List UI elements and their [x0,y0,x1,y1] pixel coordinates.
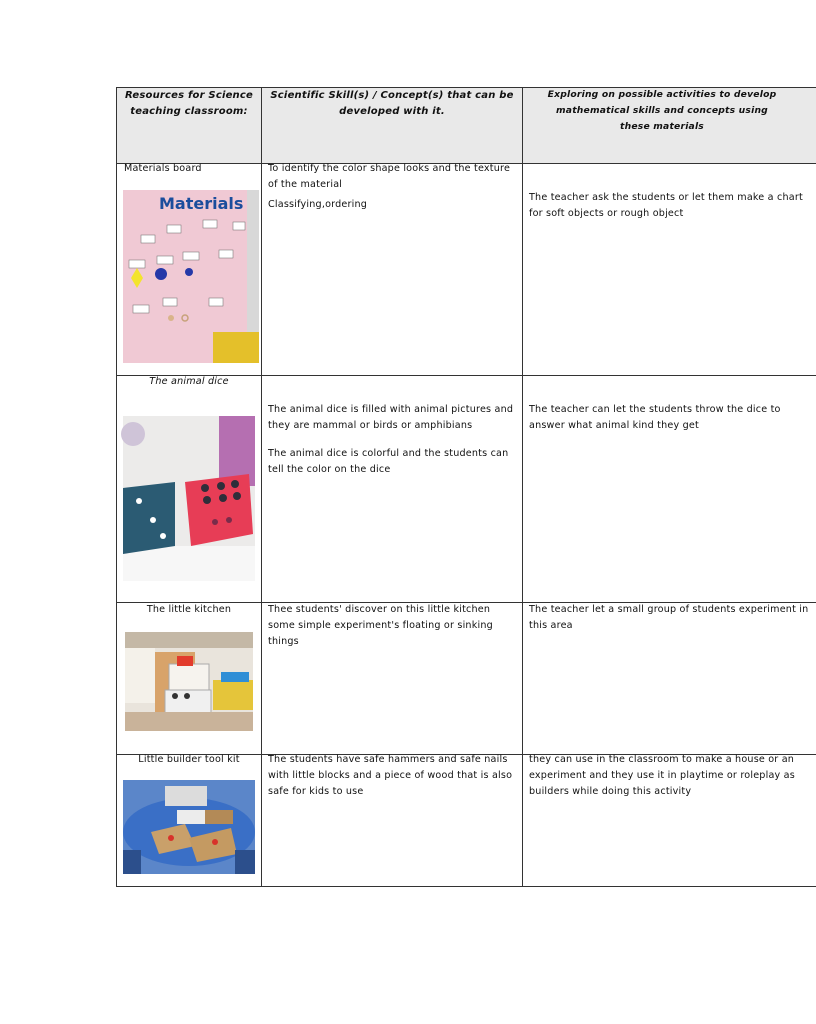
activity-text: they can use in the classroom to make a house or an experiment and they use it in playtime or roleplay as builders while doing this activity [529,754,795,797]
resource-name: Materials board [124,163,202,174]
builder-tool-kit-illustration [123,780,255,874]
animal-dice-illustration [123,416,255,581]
table-border-left [116,87,117,887]
skill-text: Thee students' discover on this little kitchen some simple experiment's floating or sinking things [268,604,493,647]
materials-board-illustration [123,190,259,363]
header-resources: Resources for Science teaching classroom: [124,90,253,117]
activity-text: The teacher ask the students or let them make a chart for soft objects or rough object [529,192,803,219]
materials-board-photo [123,190,259,363]
skill-text: The students have safe hammers and safe nails with little blocks and a piece of wood that is also safe for kids to use [268,754,513,797]
resource-name: The little kitchen [146,604,232,615]
column-divider [261,87,262,887]
animal-dice-photo [123,416,255,581]
header-activities: Exploring on possible activities to develop mathematical skills and concepts using these materials [547,89,777,132]
builder-tool-kit-photo [123,780,255,874]
activity-text: The teacher can let the students throw the dice to answer what animal kind they get [529,404,781,431]
little-kitchen-illustration [125,632,253,731]
skill-paragraph: The animal dice is colorful and the students can tell the color on the dice [268,448,509,475]
table-border-bottom [116,886,816,887]
skill-paragraph: To identify the color shape looks and the texture of the material [268,163,511,190]
resources-table [116,87,816,887]
resource-name: Little builder tool kit [138,754,240,765]
column-divider [522,87,523,887]
header-skills: Scientific Skill(s) / Concept(s) that can be developed with it. [270,90,514,117]
skill-text [268,402,518,478]
activity-text: The teacher let a small group of students experiment in this area [529,604,809,631]
skill-paragraph: The animal dice is filled with animal pictures and they are mammal or birds or amphibians [268,404,514,431]
little-kitchen-photo [125,632,253,731]
resource-name: The animal dice [149,376,229,387]
skill-paragraph: Classifying,ordering [268,199,368,210]
materials-board-title: Materials [159,194,244,213]
skill-text [268,161,518,213]
